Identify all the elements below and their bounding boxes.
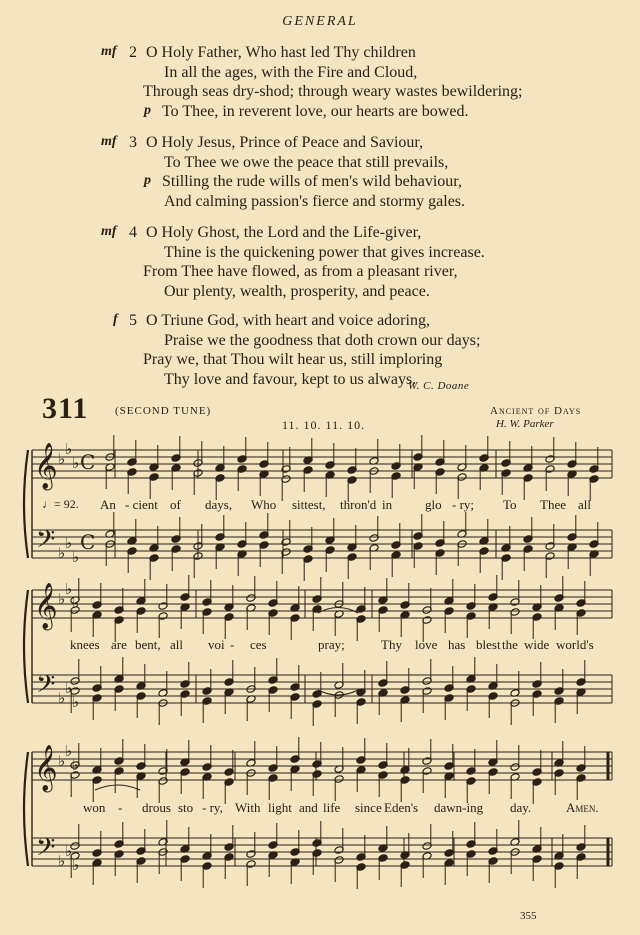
flat-sign: ♭ bbox=[72, 693, 80, 711]
lyric-syllable: knees bbox=[70, 637, 100, 652]
stanza-number: 4 bbox=[129, 224, 137, 241]
stanza-line: Stilling the rude wills of men's wild behaviour, bbox=[162, 173, 462, 190]
lyric-syllable: - ry; bbox=[452, 497, 475, 512]
flat-sign: ♭ bbox=[65, 580, 73, 598]
stanza-line: To Thee we owe the peace that still prevails, bbox=[164, 153, 449, 171]
flat-sign: ♭ bbox=[72, 856, 80, 874]
lyric-syllable: Thy bbox=[381, 637, 402, 652]
stanza-line: Thy love and favour, kept to us always. bbox=[164, 370, 417, 388]
lyric-syllable: won bbox=[83, 800, 106, 815]
lyric-syllable: of bbox=[170, 497, 181, 512]
meter: 11. 10. 11. 10. bbox=[282, 418, 366, 432]
stanza-number: 3 bbox=[129, 134, 137, 151]
lyric-syllable: dawn-ing bbox=[434, 800, 484, 815]
lyric-syllable: - bbox=[230, 637, 235, 652]
stanza-number: 2 bbox=[129, 44, 137, 61]
stanza-line: From Thee have flowed, as from a pleasant river, bbox=[143, 263, 458, 280]
flat-sign: ♭ bbox=[58, 752, 66, 770]
slur bbox=[95, 785, 140, 790]
stanza-dynamic: mf bbox=[101, 44, 117, 59]
metronome-mark: ♩= 92. bbox=[42, 497, 79, 511]
tune-name: Ancient of Days bbox=[490, 405, 582, 417]
line-dynamic: p bbox=[144, 173, 151, 188]
composer: H. W. Parker bbox=[496, 418, 554, 430]
lyric-syllable: days, bbox=[205, 497, 233, 512]
system-brace bbox=[24, 450, 28, 558]
tune-subtitle: (SECOND TUNE) bbox=[115, 405, 212, 417]
lyric-syllable: and bbox=[299, 800, 318, 815]
lyric-syllable: To bbox=[503, 497, 517, 512]
lyric-syllable: in bbox=[382, 497, 393, 512]
lyric-syllable: bent, bbox=[135, 637, 161, 652]
lyric-syllable: day. bbox=[510, 800, 532, 815]
flat-sign: ♭ bbox=[65, 440, 73, 458]
lyric-syllable: world's bbox=[556, 637, 594, 652]
lyric-syllable: love bbox=[415, 637, 438, 652]
lyric-syllable: - ry, bbox=[202, 800, 223, 815]
lyric-syllable: An bbox=[100, 497, 116, 512]
lyric-syllable: has bbox=[448, 637, 466, 652]
stanza-line: To Thee, in reverent love, our hearts are bowed. bbox=[162, 102, 469, 120]
stanza-line: O Holy Jesus, Prince of Peace and Saviour, bbox=[146, 134, 424, 151]
stanza-line: Through seas dry-shod; through weary wastes bewildering; bbox=[143, 83, 523, 100]
flat-sign: ♭ bbox=[58, 590, 66, 608]
flat-sign: ♭ bbox=[72, 454, 80, 472]
lyric-syllable: glo bbox=[425, 497, 442, 512]
slur bbox=[318, 608, 358, 614]
stanza-line: Thine is the quickening power that gives increase. bbox=[164, 243, 485, 261]
lyric-syllable: With bbox=[235, 800, 261, 815]
bass-clef: 𝄢 bbox=[36, 525, 56, 560]
stanza-line: Our plenty, wealth, prosperity, and peace. bbox=[164, 282, 430, 300]
lyric-syllable: blest bbox=[476, 637, 501, 652]
lyric-syllable: sittest, bbox=[292, 497, 326, 512]
stanza-number: 5 bbox=[129, 312, 137, 329]
lyric-syllable: the bbox=[502, 637, 518, 652]
lyric-syllable: Who bbox=[251, 497, 277, 512]
flat-sign: ♭ bbox=[58, 852, 66, 870]
lyric-syllable: wide bbox=[524, 637, 550, 652]
stanza-line: O Triune God, with heart and voice adoring, bbox=[146, 312, 430, 329]
flat-sign: ♭ bbox=[72, 756, 80, 774]
flat-sign: ♭ bbox=[65, 534, 73, 552]
lyric-syllable: are bbox=[111, 637, 127, 652]
lyric-syllable: ces bbox=[250, 637, 267, 652]
flat-sign: ♭ bbox=[72, 548, 80, 566]
time-signature: C bbox=[80, 450, 96, 474]
stanza-dynamic: mf bbox=[101, 224, 117, 239]
lyric-syllable: - cient bbox=[125, 497, 158, 512]
stanza-line: Praise we the goodness that doth crown our days; bbox=[164, 331, 481, 349]
bass-clef: 𝄢 bbox=[36, 670, 56, 705]
lyric-syllable: Thee bbox=[540, 497, 566, 512]
lyric-syllable: Eden's bbox=[384, 800, 419, 815]
flat-sign: ♭ bbox=[65, 742, 73, 760]
lyric-syllable: sto bbox=[178, 800, 194, 815]
stanza-line: O Holy Ghost, the Lord and the Life-giver, bbox=[146, 224, 422, 241]
flat-sign: ♭ bbox=[65, 679, 73, 697]
stanza-line: Pray we, that Thou wilt hear us, still imploring bbox=[143, 351, 443, 368]
lyric-syllable: pray; bbox=[318, 637, 345, 652]
system-brace bbox=[24, 752, 28, 866]
flat-sign: ♭ bbox=[58, 544, 66, 562]
stanza-dynamic: f bbox=[113, 312, 118, 327]
stanza-line: In all the ages, with the Fire and Cloud, bbox=[164, 63, 418, 81]
lyric-syllable: - bbox=[118, 800, 123, 815]
page-number: 355 bbox=[520, 910, 537, 922]
lyric-syllable: since bbox=[355, 800, 382, 815]
lyric-syllable: drous bbox=[142, 800, 171, 815]
treble-clef: 𝄞 bbox=[34, 583, 58, 629]
flat-sign: ♭ bbox=[72, 594, 80, 612]
line-dynamic: p bbox=[144, 102, 151, 118]
hymn-number: 311 bbox=[42, 392, 89, 425]
lyric-syllable: all bbox=[170, 637, 183, 652]
lyric-syllable: light bbox=[268, 800, 292, 815]
treble-clef: 𝄞 bbox=[34, 745, 58, 791]
hymn-author: W. C. Doane bbox=[408, 380, 470, 392]
time-signature: C bbox=[80, 530, 96, 554]
lyric-syllable: voi bbox=[208, 637, 225, 652]
stanza-line: O Holy Father, Who hast led Thy children bbox=[146, 44, 416, 61]
lyric-syllable: all bbox=[578, 497, 591, 512]
treble-clef: 𝄞 bbox=[34, 443, 58, 489]
bass-clef: 𝄢 bbox=[36, 833, 56, 868]
running-head: GENERAL bbox=[282, 14, 358, 29]
stanza-dynamic: mf bbox=[101, 134, 117, 149]
lyric-syllable: thron'd bbox=[340, 497, 377, 512]
lyric-syllable: life bbox=[323, 800, 341, 815]
flat-sign: ♭ bbox=[58, 450, 66, 468]
flat-sign: ♭ bbox=[65, 842, 73, 860]
flat-sign: ♭ bbox=[58, 689, 66, 707]
system-brace bbox=[24, 590, 28, 703]
amen-label: Amen. bbox=[566, 800, 599, 815]
stanza-line: And calming passion's fierce and stormy gales. bbox=[164, 192, 466, 210]
